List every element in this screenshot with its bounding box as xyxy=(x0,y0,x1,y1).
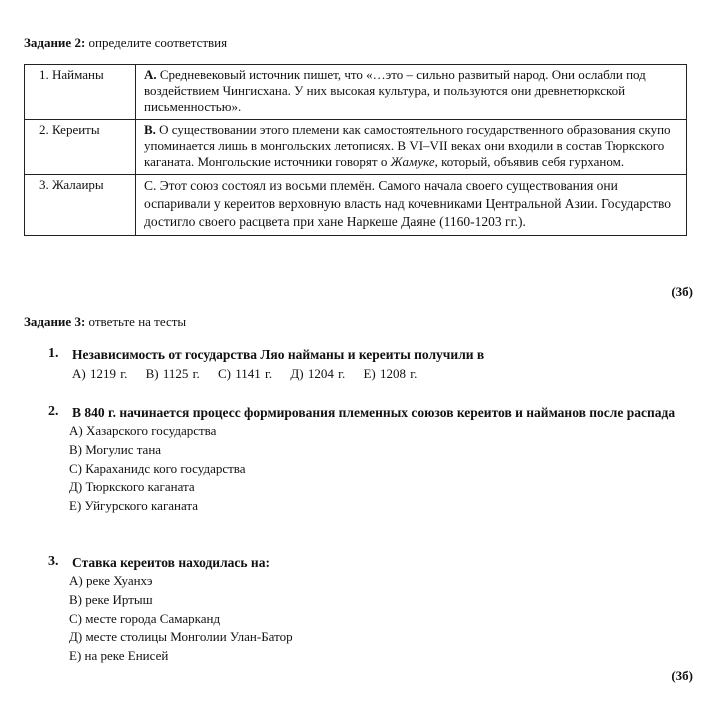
question-options xyxy=(72,364,688,383)
option-b[interactable]: В) реке Иртыш xyxy=(69,591,153,607)
task3-score: (3б) xyxy=(671,668,693,683)
option-b[interactable]: В) 1125 г. xyxy=(145,366,200,381)
question-number: 2. xyxy=(48,404,59,419)
option-d[interactable]: Д) месте столицы Монголии Улан-Батор xyxy=(69,629,293,645)
description-text: Средневековый источник пишет, что «…это – сильно развитый народ. Они ослабли под воздействием Чингисхана. У них высокая культура, и пользуются они древнетюркской письменностью». xyxy=(144,67,646,114)
tribe-cell: 3. Жалаиры xyxy=(25,175,136,236)
description-letter: А. xyxy=(144,67,157,82)
matching-table xyxy=(24,64,687,236)
option-c[interactable]: С) 1141 г. xyxy=(217,366,273,381)
task3-text: ответьте на тесты xyxy=(85,314,187,329)
question-text: Независимость от государства Ляо найманы и кереиты получили в xyxy=(72,347,485,362)
option-c[interactable]: С) месте города Самарканд xyxy=(69,610,221,626)
option-b[interactable]: В) Могулис тана xyxy=(69,441,162,457)
table-row xyxy=(25,175,687,236)
table-row xyxy=(25,65,687,120)
description-cell xyxy=(136,65,687,120)
question-1 xyxy=(48,346,688,383)
question-text: Ставка кереитов находилась на: xyxy=(72,555,270,570)
task3-title xyxy=(24,314,186,330)
description-cell xyxy=(136,120,687,175)
description-text: О существовании этого племени как самостоятельного государственного образования скупо упоминается лишь в монгольских летописях. В VI–VII веках они входили в состав Тюркского каганата. Монгольские источники говорят о xyxy=(144,122,671,169)
table-row xyxy=(25,120,687,175)
question-2 xyxy=(48,404,688,516)
option-a[interactable]: А) реке Хуанхэ xyxy=(69,573,153,588)
option-e[interactable]: Е) 1208 г. xyxy=(363,366,418,381)
option-d[interactable]: Д) 1204 г. xyxy=(290,366,346,381)
question-number: 3. xyxy=(48,554,59,569)
task2-title xyxy=(24,35,227,51)
description-letter: В. xyxy=(144,122,156,137)
task2-label: Задание 2: xyxy=(24,35,86,50)
option-a[interactable]: А) 1219 г. xyxy=(72,366,128,381)
option-e[interactable]: Е) Уйгурского каганата xyxy=(69,498,199,514)
option-e[interactable]: Е) на реке Енисей xyxy=(69,648,169,664)
description-italic: Жамуке xyxy=(390,154,435,169)
description-cell: С. Этот союз состоял из восьми племён. Самого начала своего существования они оспаривали у кереитов верховную власть над кочевниками Центральной Азии. Государство достигло своего расцвета при хане Наркеше Даяне (1160-1203 гг.). xyxy=(136,175,687,236)
task2-score: (3б) xyxy=(671,284,693,299)
option-a[interactable]: А) Хазарского государства xyxy=(69,423,217,438)
task2-text: определите соответствия xyxy=(85,35,228,50)
option-d[interactable]: Д) Тюркского каганата xyxy=(69,479,195,495)
description-text-end: , который, объявив себя гурханом. xyxy=(434,154,625,169)
question-number: 1. xyxy=(48,346,59,361)
question-text: В 840 г. начинается процесс формирования племенных союзов кереитов и найманов после распада xyxy=(72,405,676,420)
option-c[interactable]: С) Караханидс кого государства xyxy=(69,460,246,476)
tribe-cell: 1. Найманы xyxy=(25,65,136,120)
question-3 xyxy=(48,554,688,666)
tribe-cell: 2. Кереиты xyxy=(25,120,136,175)
task3-label: Задание 3: xyxy=(24,314,86,329)
